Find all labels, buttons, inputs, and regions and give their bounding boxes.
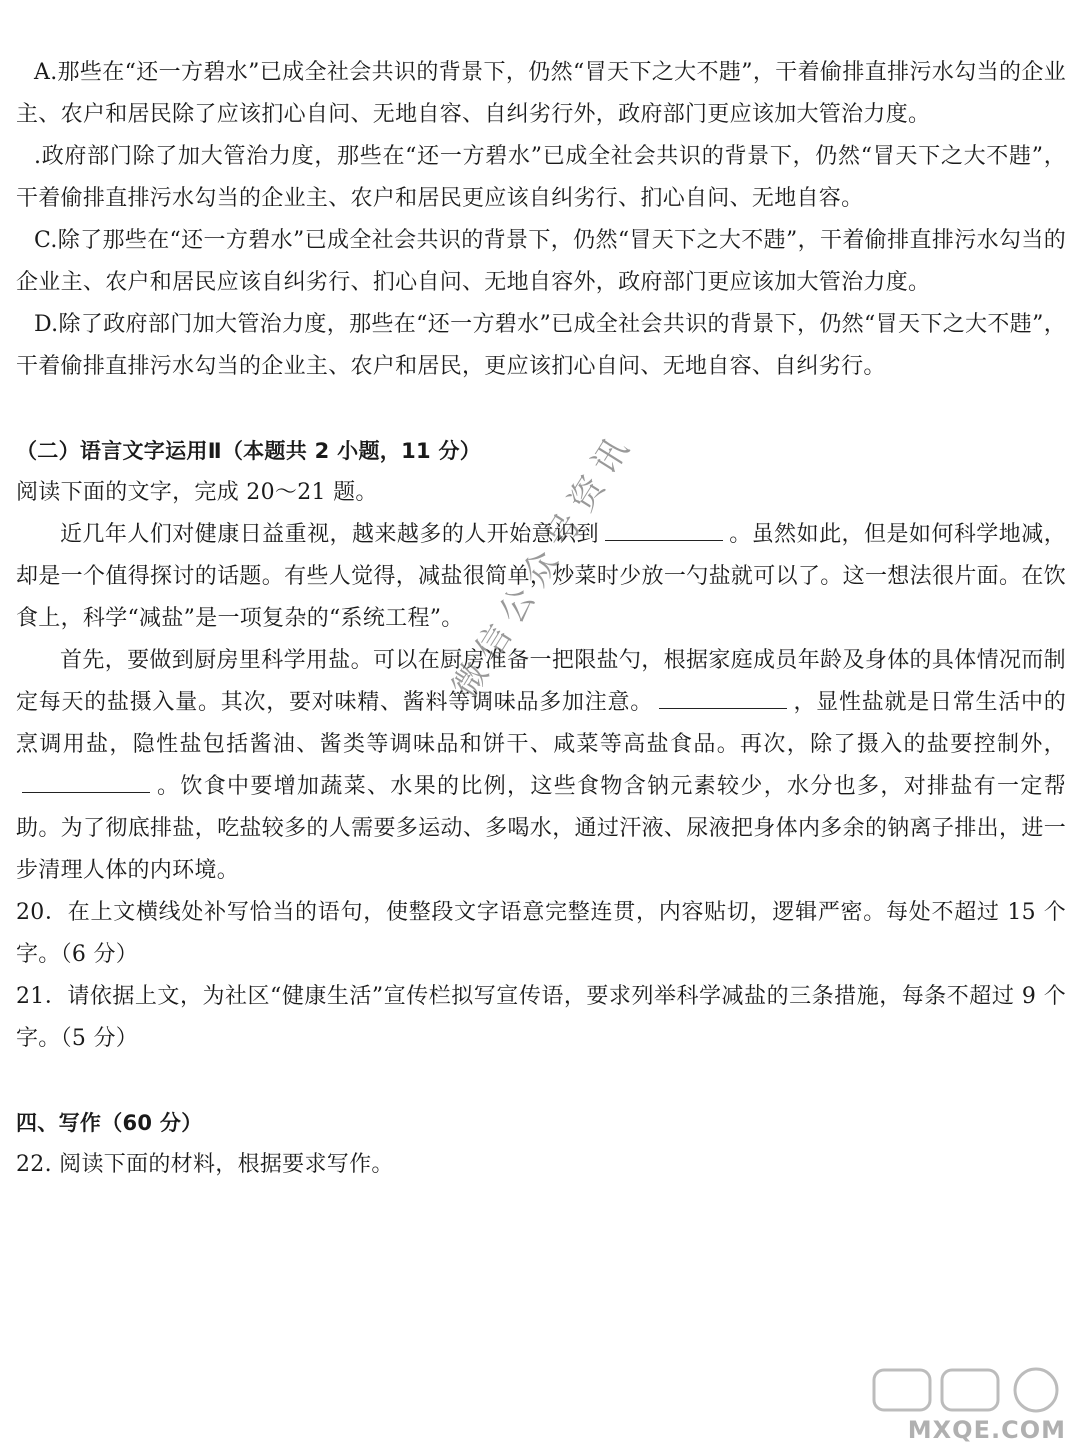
passage-paragraph-1 [16, 514, 1066, 640]
logo-domain-text: MXQE.COM [907, 1416, 1066, 1444]
option-d: D.除了政府部门加大管治力度，那些在“还一方碧水”已成全社会共识的背景下，仍然“冒天下之大不韪”，干着偷排直排污水勾当的企业主、农户和居民，更应该扪心自问、无地自容、自纠劣行。 [16, 312, 1066, 379]
passage-1-text-a: 近几年人们对健康日益重视，越来越多的人开始意识到 [60, 522, 600, 547]
option-b: .政府部门除了加大管治力度，那些在“还一方碧水”已成全社会共识的背景下，仍然“冒天下之大不韪”，干着偷排直排污水勾当的企业主、农户和居民更应该自纠劣行、扪心自问、无地自容。 [16, 144, 1066, 211]
site-logo [860, 1364, 1070, 1444]
answer-blank-1[interactable] [605, 514, 723, 541]
answer-blank-2[interactable] [659, 682, 787, 709]
question-21: 21．请依据上文，为社区“健康生活”宣传栏拟写宣传语，要求列举科学减盐的三条措施，每条不超过 9 个字。（5 分） [16, 984, 1066, 1051]
watermark-text: 微信公众号资讯 [444, 423, 642, 706]
option-c: C.除了那些在“还一方碧水”已成全社会共识的背景下，仍然“冒天下之大不韪”，干着偷排直排污水勾当的企业主、农户和居民应该自纠劣行、扪心自问、无地自容外，政府部门更应该加大管治力度。 [16, 228, 1066, 295]
document-page [16, 52, 1066, 1186]
logo-mark-icon [870, 1364, 1070, 1414]
passage-2-text-a: 首先，要做到厨房里科学用盐。可以在厨房准备一把限盐勺，根据家庭成员年龄及身体的具体情况而制定每天的盐摄入量。其次，要对味精、酱料等调味品多加注意。 [16, 648, 1066, 715]
passage-2-text-b: ，显性盐就是日常生活中的烹调用盐，隐性盐包括酱油、酱类等调味品和饼干、咸菜等高盐食品。再次，除了摄入的盐要控制外， [16, 690, 1066, 757]
section-4-heading: 四、写作（60 分） [16, 1111, 203, 1135]
question-22: 22. 阅读下面的材料，根据要求写作。 [16, 1152, 394, 1177]
spacer [16, 388, 1066, 430]
question-20: 20．在上文横线处补写恰当的语句，使整段文字语意完整连贯，内容贴切，逻辑严密。每处不超过 15 个字。（6 分） [16, 900, 1066, 967]
passage-2-text-c: 。饮食中要增加蔬菜、水果的比例，这些食物含钠元素较少，水分也多，对排盐有一定帮助。为了彻底排盐，吃盐较多的人需要多运动、多喝水，通过汗液、尿液把身体内多余的钠离子排出，进一步清理人体的内环境。 [16, 774, 1066, 883]
passage-1-text-b: 。虽然如此，但是如何科学地减，却是一个值得探讨的话题。有些人觉得，减盐很简单，炒菜时少放一勺盐就可以了。这一想法很片面。在饮食上，科学“减盐”是一项复杂的“系统工程”。 [16, 522, 1066, 631]
option-a: A.那些在“还一方碧水”已成全社会共识的背景下，仍然“冒天下之大不韪”，干着偷排直排污水勾当的企业主、农户和居民除了应该扪心自问、无地自容、自纠劣行外，政府部门更应该加大管治力度。 [16, 60, 1066, 127]
answer-blank-3[interactable] [22, 766, 150, 793]
passage-paragraph-2 [16, 640, 1066, 892]
spacer [16, 1060, 1066, 1102]
reading-instruction: 阅读下面的文字，完成 20～21 题。 [16, 480, 378, 505]
section-2-heading: （二）语言文字运用Ⅱ（本题共 2 小题，11 分） [16, 439, 482, 463]
